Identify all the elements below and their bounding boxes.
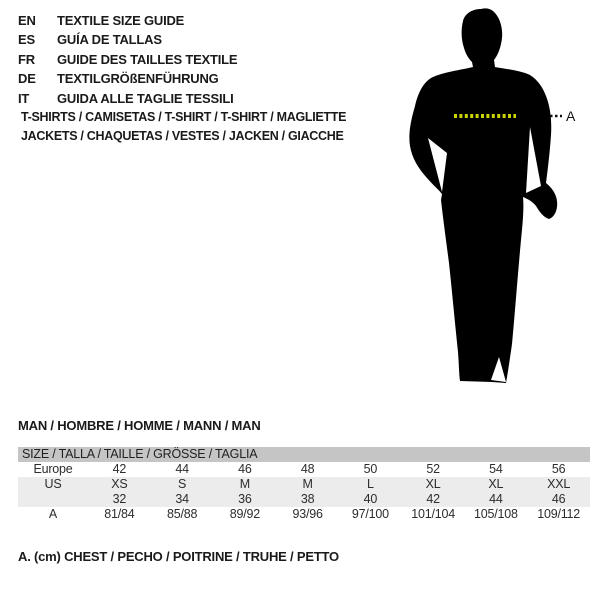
size-cell: 44 [489, 492, 503, 506]
row-label [18, 492, 88, 507]
size-cell: S [178, 477, 187, 491]
size-figure [392, 0, 592, 400]
size-cell: 44 [175, 462, 189, 476]
size-cell: 42 [426, 492, 440, 506]
size-cell: XL [425, 477, 441, 491]
size-cell: M [302, 477, 313, 491]
language-name: GUIDE DES TAILLES TEXTILE [57, 51, 238, 67]
size-cell: 81/84 [104, 507, 135, 521]
measure-label-a: A [566, 108, 576, 124]
table-row-chest-a [18, 507, 590, 522]
size-cell: L [366, 477, 374, 491]
category-lines [21, 108, 346, 146]
row-label: US [44, 477, 62, 491]
size-cell: 56 [551, 462, 566, 476]
size-cell: 38 [300, 492, 315, 506]
size-cell: 32 [112, 492, 127, 506]
size-cell: XXL [547, 477, 571, 491]
language-list [18, 11, 237, 108]
size-cell: 36 [238, 492, 252, 506]
size-cell: M [239, 477, 250, 491]
size-cell: 46 [551, 492, 566, 506]
language-row [18, 50, 237, 69]
language-code: FR [18, 51, 35, 67]
size-cell: 50 [363, 462, 378, 476]
size-cell: 97/100 [351, 507, 389, 521]
language-name: TEXTILE SIZE GUIDE [57, 13, 185, 28]
category-line-jackets: JACKETS / CHAQUETAS / VESTES / JACKEN / GIACCHE [21, 129, 344, 143]
language-name: TEXTILGRÖßENFÜHRUNG [57, 71, 219, 87]
language-row [18, 30, 237, 49]
language-code: EN [18, 13, 36, 28]
table-row-europe [18, 462, 590, 477]
language-code: IT [18, 90, 30, 106]
size-cell: 42 [112, 462, 127, 476]
size-cell: 52 [426, 462, 440, 476]
man-silhouette-svg [392, 0, 592, 400]
language-row [18, 89, 237, 108]
size-cell: XS [111, 477, 128, 491]
size-cell: 54 [489, 462, 503, 476]
size-cell: 40 [363, 492, 378, 506]
category-line-tshirts: T-SHIRTS / CAMISETAS / T-SHIRT / T-SHIRT / MAGLIETTE [21, 110, 347, 124]
size-cell: 93/96 [292, 507, 323, 521]
language-name: GUÍA DE TALLAS [57, 32, 162, 48]
row-label: Europe [33, 462, 73, 476]
size-cell: 48 [300, 462, 315, 476]
table-row-numeric [18, 492, 590, 507]
size-cell: XL [488, 477, 504, 491]
size-cell: 46 [238, 462, 252, 476]
measurement-footnote: A. (cm) CHEST / PECHO / POITRINE / TRUHE / PETTO [18, 549, 339, 564]
size-cell: 85/88 [166, 507, 198, 521]
language-code: ES [18, 32, 35, 48]
size-cell: 101/104 [411, 507, 456, 521]
table-header-row [18, 447, 590, 462]
section-title-man: MAN / HOMBRE / HOMME / MANN / MAN [18, 418, 261, 433]
size-cell: 89/92 [229, 507, 261, 521]
language-name: GUIDA ALLE TAGLIE TESSILI [57, 90, 234, 106]
size-cell: 109/112 [537, 507, 581, 521]
table-header: SIZE / TALLA / TAILLE / GRÖSSE / TAGLIA [18, 447, 590, 462]
size-cell: 105/108 [473, 507, 518, 521]
row-label: A [48, 507, 58, 521]
language-code: DE [18, 71, 36, 87]
table-row-us [18, 477, 590, 492]
size-table [18, 447, 590, 522]
man-silhouette [409, 8, 557, 383]
size-cell: 34 [175, 492, 189, 506]
language-row [18, 11, 237, 30]
language-row [18, 69, 237, 88]
